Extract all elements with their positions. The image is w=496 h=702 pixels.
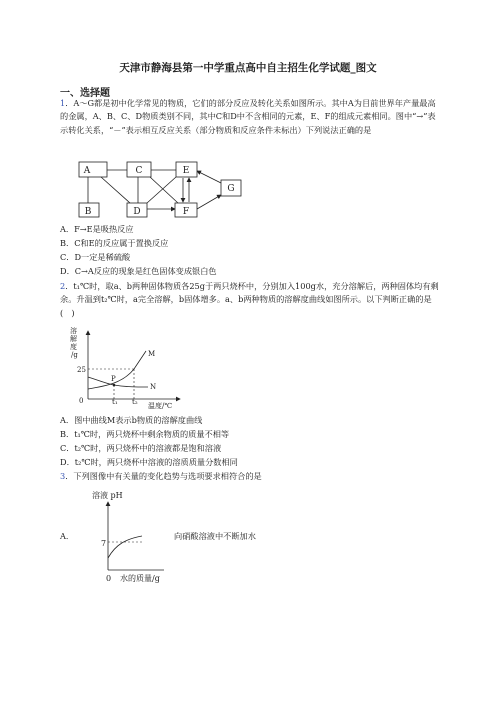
section-heading: 一、选择题	[60, 88, 110, 99]
origin-label: 0	[79, 397, 84, 405]
node-a-label: A	[83, 166, 91, 176]
node-e-label: E	[182, 166, 190, 176]
curve-n-label: N	[150, 383, 157, 391]
q1-option-a[interactable]: A．F→E是吸热反应	[60, 224, 134, 234]
y-tick-25: 25	[77, 366, 86, 374]
y-axis-char-2: 解	[70, 335, 77, 343]
node-d-label: D	[133, 207, 141, 217]
question-2-number: 2	[60, 281, 66, 291]
x-axis-label: 温度/℃	[148, 402, 173, 410]
question-3-stem: ．下列图像中有关量的变化趋势与选项要求相符合的是	[65, 471, 262, 481]
question-3-number: 3	[60, 471, 66, 481]
ph-tick-7: 7	[101, 539, 107, 548]
q1-option-c[interactable]: C．D一定是稀硫酸	[60, 252, 131, 262]
solubility-chart	[68, 323, 188, 411]
curve-m	[88, 351, 146, 389]
question-1-stem: ．A～G都是初中化学常见的物质，它们的部分反应及转化关系如图所示。其中A为目前世界年产量最高的金属，A、B、C、D物质类别不同，其中C和D中不含相同的元素，E、F的组成元素相同。图中“→”表示转化关系，“－”表示相互反应关系（部分物质和反应条件未标出）下列说法正确的是	[60, 98, 436, 135]
q2-option-c[interactable]: C．t₂℃时，两只烧杯中的溶液都是饱和溶液	[60, 443, 222, 453]
question-1	[60, 97, 440, 137]
q1-option-d[interactable]: D．C→A反应的现象是红色固体变成银白色	[60, 266, 217, 276]
ph-x-label: 水的质量/g	[120, 574, 160, 583]
node-c-label: C	[135, 166, 143, 176]
y-axis-char-1: 溶	[70, 327, 77, 335]
ph-y-label: 溶液 pH	[92, 491, 123, 500]
q2-option-d[interactable]: D．t₂℃时，两只烧杯中溶液的溶质质量分数相同	[60, 457, 238, 467]
relation-diagram	[75, 157, 265, 227]
point-p-label: P	[111, 375, 116, 383]
q3-option-a-text: 向硝酸溶液中不断加水	[174, 531, 256, 541]
q2-option-a[interactable]: A．图中曲线M表示b物质的溶解度曲线	[60, 415, 203, 425]
ph-curve	[108, 536, 142, 558]
node-f-label: F	[182, 207, 190, 217]
q3-option-a-label[interactable]: A．	[60, 531, 75, 541]
question-3	[60, 470, 262, 482]
point-p	[113, 384, 116, 387]
q2-option-b[interactable]: B．t₁℃时，两只烧杯中剩余物质的质量不相等	[60, 429, 230, 439]
node-b-label: B	[84, 207, 92, 217]
x-tick-t2: t₂	[132, 398, 138, 406]
ph-origin: 0	[106, 574, 112, 583]
y-axis-char-4: /g	[71, 351, 78, 359]
page-title: 天津市静海县第一中学重点高中自主招生化学试题_图文	[119, 62, 377, 74]
y-axis-char-3: 度	[70, 343, 77, 351]
curve-n	[88, 377, 148, 387]
ph-chart	[92, 484, 202, 584]
q1-option-b[interactable]: B．C和E的反应属于置换反应	[60, 238, 169, 248]
curve-m-label: M	[148, 350, 156, 358]
node-g-label: G	[227, 184, 235, 194]
x-tick-t1: t₁	[112, 398, 118, 406]
question-2	[60, 280, 440, 320]
question-1-number: 1	[60, 98, 66, 108]
question-2-stem: ．t₁℃时，取a、b两种固体物质各25g于两只烧杯中，分别加入100g水，充分溶解后，两种固体均有剩余。升温到t₂℃时，a完全溶解，b固体增多。a、b两种物质的溶解度曲线如图所示。以下判断正确的是( )	[60, 281, 439, 318]
